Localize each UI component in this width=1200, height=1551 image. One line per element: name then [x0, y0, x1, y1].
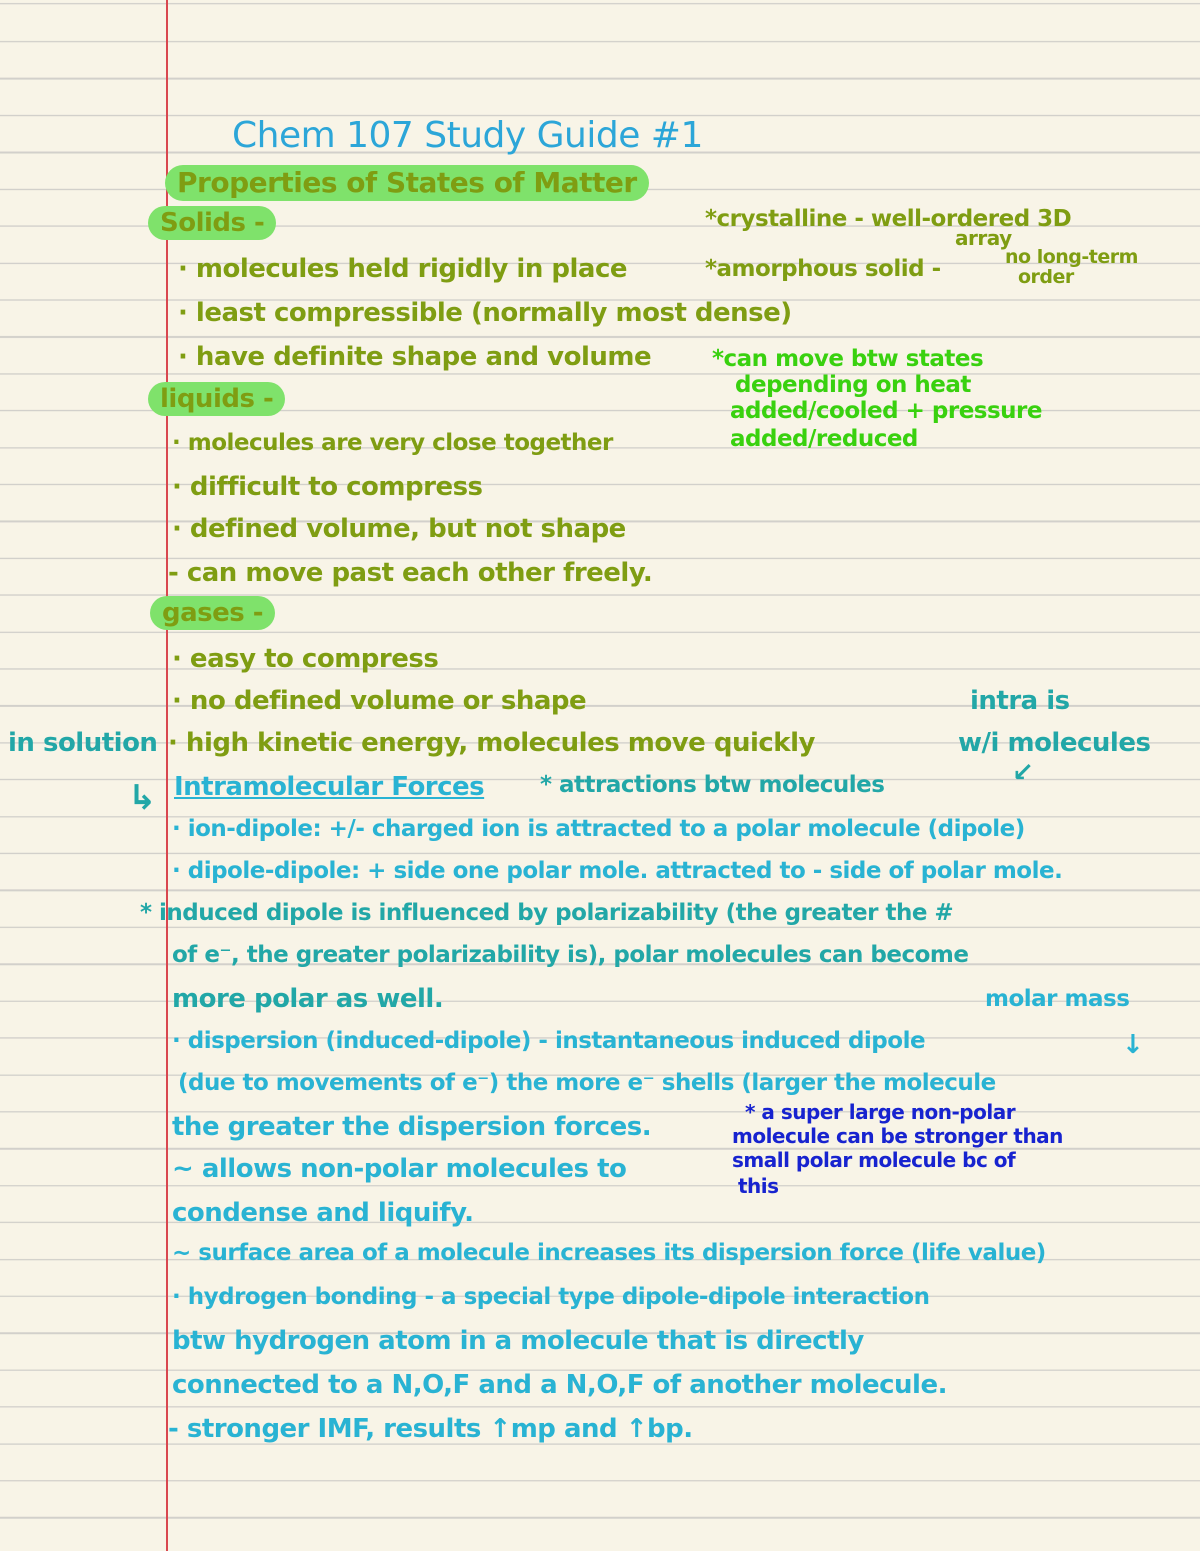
down-arrow-icon: ↓	[1122, 1030, 1144, 1060]
page-title: Chem 107 Study Guide #1	[232, 115, 703, 156]
states-note-line: added/reduced	[730, 426, 918, 452]
solids-item: · least compressible (normally most dense)	[178, 298, 792, 328]
section-heading-states: Properties of States of Matter	[165, 165, 649, 201]
forces-line: · dipole-dipole: + side one polar mole. attracted to - side of polar mole.	[172, 858, 1063, 884]
intra-note: intra is	[970, 686, 1070, 716]
solids-label: Solids -	[148, 206, 276, 240]
forces-line: * induced dipole is influenced by polarizability (the greater the #	[140, 900, 954, 926]
blue-note-line: molecule can be stronger than	[732, 1124, 1063, 1148]
amorphous-note: *amorphous solid -	[705, 256, 941, 282]
gases-item: · easy to compress	[172, 644, 439, 674]
solids-item: · have definite shape and volume	[178, 342, 652, 372]
crystalline-note-cont: array	[955, 226, 1012, 250]
liquids-item: - can move past each other freely.	[168, 558, 653, 588]
forces-line: · hydrogen bonding - a special type dipole-dipole interaction	[172, 1284, 930, 1310]
margin-note-in-solution: in solution	[8, 728, 158, 758]
forces-line: · ion-dipole: +/- charged ion is attracted to a polar molecule (dipole)	[172, 816, 1025, 842]
blue-note-line: * a super large non-polar	[745, 1100, 1016, 1124]
states-note-line: depending on heat	[735, 372, 971, 398]
gases-label: gases -	[150, 596, 275, 630]
forces-heading-note: * attractions btw molecules	[540, 772, 885, 798]
liquids-item: · defined volume, but not shape	[172, 514, 626, 544]
liquids-label: liquids -	[148, 382, 285, 416]
solids-item: · molecules held rigidly in place	[178, 254, 628, 284]
states-note-line: *can move btw states	[712, 346, 984, 372]
forces-line: · dispersion (induced-dipole) - instantaneous induced dipole	[172, 1028, 926, 1054]
liquids-item: · difficult to compress	[172, 472, 483, 502]
forces-line: btw hydrogen atom in a molecule that is directly	[172, 1326, 864, 1356]
forces-line: ~ allows non-polar molecules to	[172, 1154, 627, 1184]
arrow-icon: ↙	[1012, 758, 1034, 788]
forces-line: (due to movements of e⁻) the more e⁻ shells (larger the molecule	[178, 1070, 996, 1096]
amorphous-note-cont: order	[1018, 266, 1074, 288]
intra-note: w/i molecules	[958, 728, 1151, 758]
amorphous-note-cont: no long-term	[1005, 246, 1138, 268]
states-note-line: added/cooled + pressure	[730, 398, 1042, 424]
liquids-item: · molecules are very close together	[172, 430, 613, 456]
crystalline-note: *crystalline - well-ordered 3D	[705, 206, 1072, 232]
forces-line: condense and liquify.	[172, 1198, 474, 1228]
forces-line: ~ surface area of a molecule increases its dispersion force (life value)	[172, 1240, 1046, 1266]
gases-item: · no defined volume or shape	[172, 686, 587, 716]
forces-line: of e⁻, the greater polarizability is), polar molecules can become	[172, 942, 969, 968]
section-heading-forces: Intramolecular Forces	[174, 772, 485, 802]
blue-note-line: this	[738, 1174, 779, 1198]
forces-line: more polar as well.	[172, 984, 444, 1014]
forces-line: the greater the dispersion forces.	[172, 1112, 652, 1142]
gases-item: · high kinetic energy, molecules move quickly	[168, 728, 815, 758]
forces-line: connected to a N,O,F and a N,O,F of another molecule.	[172, 1370, 947, 1400]
forces-line: - stronger IMF, results ↑mp and ↑bp.	[168, 1414, 693, 1444]
curved-arrow-icon: ↳	[128, 778, 157, 818]
molar-mass-note: molar mass	[985, 986, 1130, 1012]
blue-note-line: small polar molecule bc of	[732, 1148, 1016, 1172]
